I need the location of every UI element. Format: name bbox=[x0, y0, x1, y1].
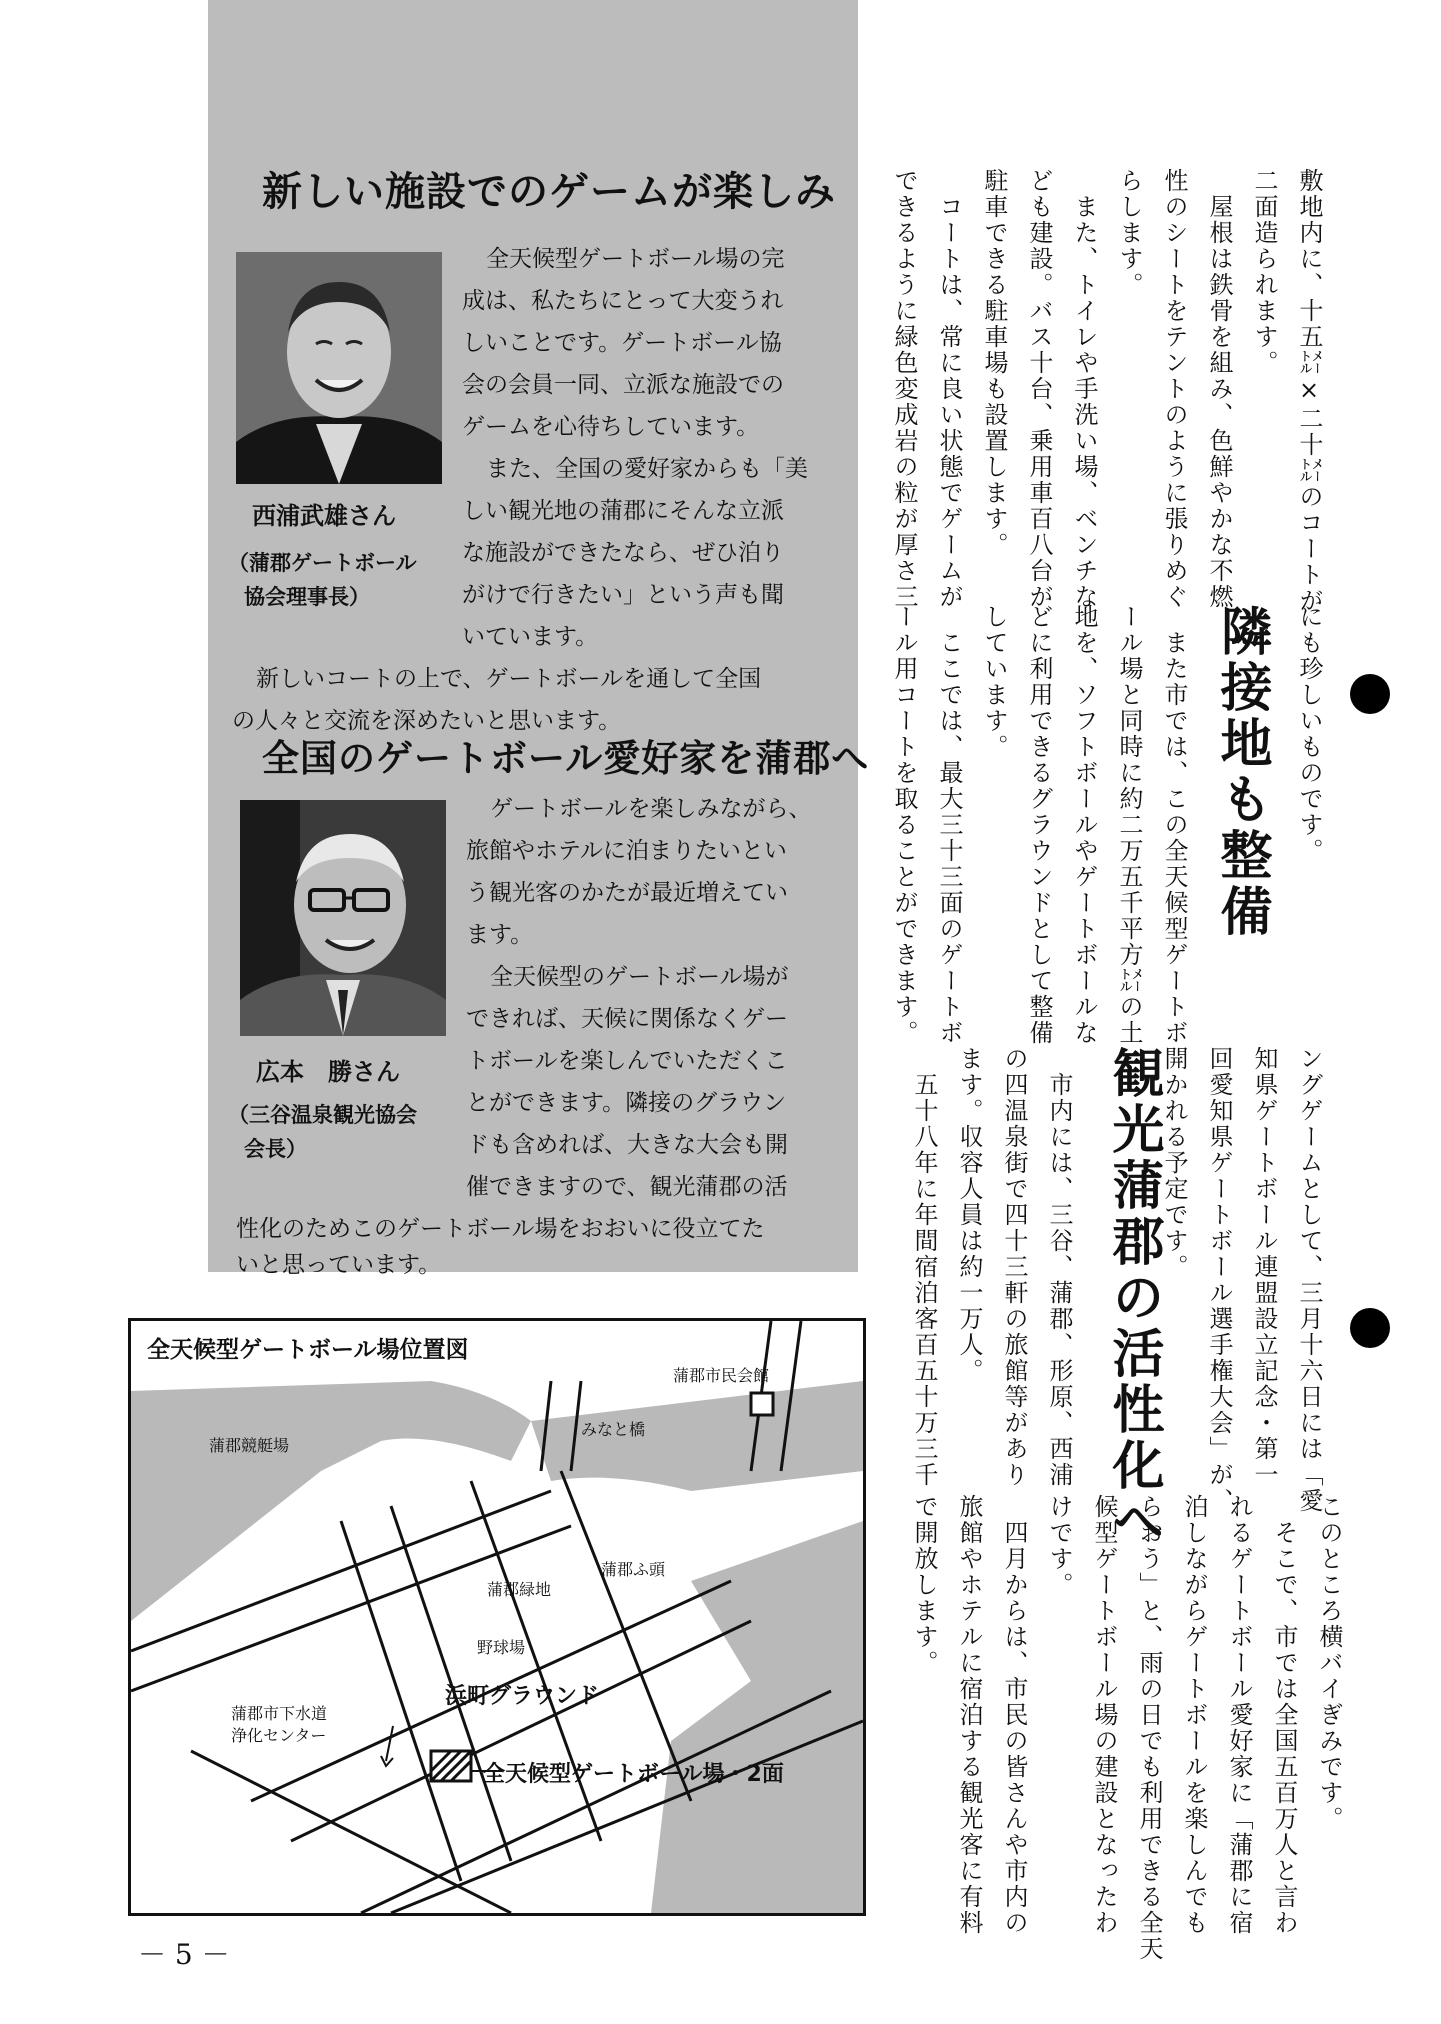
right-mid-col: ール用コートを取ることができます。 bbox=[890, 604, 918, 1046]
section2-line: とができます。隣接のグラウン bbox=[466, 1090, 787, 1116]
map-label-pier: 蒲郡ふ頭 bbox=[601, 1560, 666, 1579]
right-top-col: 性のシートをテントのように張りめぐ bbox=[1160, 168, 1188, 610]
map-label-minato-bridge: みなと橋 bbox=[581, 1420, 646, 1439]
section1-heading: 新しい施設でのゲームが楽しみ bbox=[262, 168, 836, 215]
portrait-nishiura bbox=[236, 252, 442, 484]
right-mid-col: ここでは、最大三十三面のゲートボ bbox=[935, 604, 963, 1046]
right-low-col: ングゲームとして、三月十六日には「愛 bbox=[1295, 1046, 1323, 1514]
section2-heading: 全国のゲートボール愛好家を蒲郡へ bbox=[262, 736, 870, 780]
right-mid-col: にも珍しいものです。 bbox=[1295, 604, 1323, 864]
section2-line: ます。 bbox=[466, 922, 534, 948]
right-bottom-col: そこで、市では全国五百万人と言わ bbox=[1270, 1494, 1298, 1936]
section1-line: いています。 bbox=[462, 624, 599, 650]
section2-line: いと思っています。 bbox=[236, 1252, 442, 1278]
section2-person-title-2: 会長） bbox=[244, 1137, 307, 1161]
right-low-col: 知県ゲートボール連盟設立記念・第一 bbox=[1250, 1046, 1278, 1488]
section1-line: がけで行きたい」という声も聞 bbox=[462, 582, 784, 608]
right-bottom-col: れるゲートボール愛好家に「蒲郡に宿 bbox=[1225, 1494, 1253, 1936]
right-top-col: 敷地内に、十五㍍×二十㍍のコートが bbox=[1295, 168, 1323, 614]
right-bottom-col: けです。 bbox=[1045, 1494, 1073, 1598]
right-top-col: できるように緑色変成岩の粒が厚さ三 bbox=[890, 168, 918, 610]
section2-line: 性化のためこのゲートボール場をおおいに役立てた bbox=[236, 1216, 765, 1242]
right-low-col: 開かれる予定です。 bbox=[1160, 1046, 1188, 1280]
right-mid-col: 地を、ソフトボールやゲートボールな bbox=[1070, 604, 1098, 1046]
right-top-col: 駐車できる駐車場も設置します。 bbox=[980, 168, 1008, 558]
section1-line: 全天候型ゲートボール場の完 bbox=[486, 246, 785, 272]
right-top-col: コートは、常に良い状態でゲームが bbox=[935, 168, 963, 610]
right-bottom-col: で開放します。 bbox=[910, 1494, 938, 1676]
right-low-col: の四温泉街で四十三軒の旅館等があり bbox=[1000, 1046, 1028, 1488]
portrait-hiromoto bbox=[240, 800, 446, 1036]
map-label-sewage-2: 浄化センター bbox=[231, 1726, 327, 1745]
map-title: 全天候型ゲートボール場位置図 bbox=[141, 1329, 475, 1366]
section1-line: な施設ができたなら、ぜひ泊り bbox=[462, 540, 784, 566]
section2-person-title-1: （三谷温泉観光協会 bbox=[228, 1103, 417, 1127]
portrait-nishiura-image bbox=[236, 252, 442, 484]
section1-person-title-2: 協会理事長） bbox=[244, 585, 370, 609]
section1-line: 新しいコートの上で、ゲートボールを通して全国 bbox=[256, 666, 762, 692]
right-top-col: 二面造られます。 bbox=[1250, 168, 1278, 376]
section2-line: ドも含めれば、大きな大会も開 bbox=[466, 1132, 788, 1158]
right-low-col: ます。収容人員は約一万人。 bbox=[955, 1046, 983, 1384]
section1-line: また、全国の愛好家からも「美 bbox=[486, 456, 808, 482]
map-label-baseball: 野球場 bbox=[477, 1638, 526, 1657]
section1-line: の人々と交流を深めたいと思います。 bbox=[232, 708, 622, 734]
right-top-col: らします。 bbox=[1115, 168, 1143, 298]
location-map bbox=[128, 1318, 866, 1916]
right-low-heading: 観光蒲郡の活性化へ bbox=[1103, 1046, 1164, 1550]
section2-line: 全天候型のゲートボール場が bbox=[490, 964, 789, 990]
section2-line: 旅館やホテルに泊まりたいとい bbox=[466, 838, 787, 864]
section1-person-name: 西浦武雄さん bbox=[252, 502, 396, 530]
right-bottom-col: このところ横バイぎみです。 bbox=[1315, 1494, 1343, 1832]
right-low-col: 市内には、三谷、蒲郡、形原、西浦 bbox=[1045, 1046, 1073, 1488]
section2-line: できれば、天候に関係なくゲー bbox=[466, 1006, 788, 1032]
section2-person-name: 広本 勝さん bbox=[256, 1058, 400, 1086]
right-mid-col: ール場と同時に約二万五千平方㍍の土 bbox=[1115, 604, 1143, 1046]
right-top-col: ども建設。バス十台、乗用車百八台が bbox=[1025, 168, 1053, 610]
right-bottom-col: 旅館やホテルに宿泊する観光客に有料 bbox=[955, 1494, 983, 1936]
section1-line: 成は、私たちにとって大変うれ bbox=[462, 288, 784, 314]
section1-line: しいことです。ゲートボール協 bbox=[462, 330, 782, 356]
section2-line: トボールを楽しんでいただくこ bbox=[466, 1048, 788, 1074]
section2-line: う観光客のかたが最近増えてい bbox=[466, 880, 788, 906]
section1-line: 会の会員一同、立派な施設での bbox=[462, 372, 784, 398]
map-label-court: 全天候型ゲートボール場・2面 bbox=[483, 1762, 784, 1787]
right-bottom-col: 候型ゲートボール場の建設となったわ bbox=[1090, 1494, 1118, 1936]
right-top-col: また、トイレや手洗い場、ベンチな bbox=[1070, 168, 1098, 610]
right-mid-col: また市では、この全天候型ゲートボ bbox=[1160, 604, 1188, 1046]
section1-line: しい観光地の蒲郡にそんな立派 bbox=[462, 498, 784, 524]
right-mid-col: しています。 bbox=[980, 604, 1008, 760]
map-label-sewage-1: 蒲郡市下水道 bbox=[231, 1704, 328, 1723]
right-top-col: 屋根は鉄骨を組み、色鮮やかな不燃 bbox=[1205, 168, 1233, 610]
bullet-icon bbox=[1350, 674, 1390, 714]
map-label-civic-hall: 蒲郡市民会館 bbox=[673, 1366, 770, 1385]
section2-line: 催できますので、観光蒲郡の活 bbox=[466, 1174, 788, 1200]
map-label-green-area: 蒲郡緑地 bbox=[487, 1580, 552, 1599]
map-label-hamacho: 浜町グラウンド bbox=[445, 1684, 600, 1709]
section1-line: ゲームを心待ちしています。 bbox=[462, 414, 760, 440]
right-mid-col: どに利用できるグラウンドとして整備 bbox=[1025, 604, 1053, 1046]
map-drawing bbox=[131, 1321, 863, 1913]
right-low-col: 五十八年に年間宿泊客百五十万三千 bbox=[910, 1046, 938, 1488]
portrait-hiromoto-image bbox=[240, 800, 446, 1036]
bullet-icon bbox=[1350, 1308, 1390, 1348]
right-bottom-col: らおう」と、雨の日でも利用できる全天 bbox=[1135, 1494, 1163, 1962]
page-number: － 5 － bbox=[138, 1938, 230, 1971]
right-mid-heading: 隣接地も整備 bbox=[1211, 604, 1272, 940]
right-bottom-col: 四月からは、市民の皆さんや市内の bbox=[1000, 1494, 1028, 1936]
right-bottom-col: 泊しながらゲートボールを楽しんでも bbox=[1180, 1494, 1208, 1936]
section2-line: ゲートボールを楽しみながら、 bbox=[490, 796, 812, 822]
section1-person-title-1: （蒲郡ゲートボール bbox=[228, 551, 417, 575]
right-low-col: 回愛知県ゲートボール選手権大会」が、 bbox=[1205, 1046, 1233, 1514]
map-label-boat-race: 蒲郡競艇場 bbox=[209, 1436, 290, 1455]
